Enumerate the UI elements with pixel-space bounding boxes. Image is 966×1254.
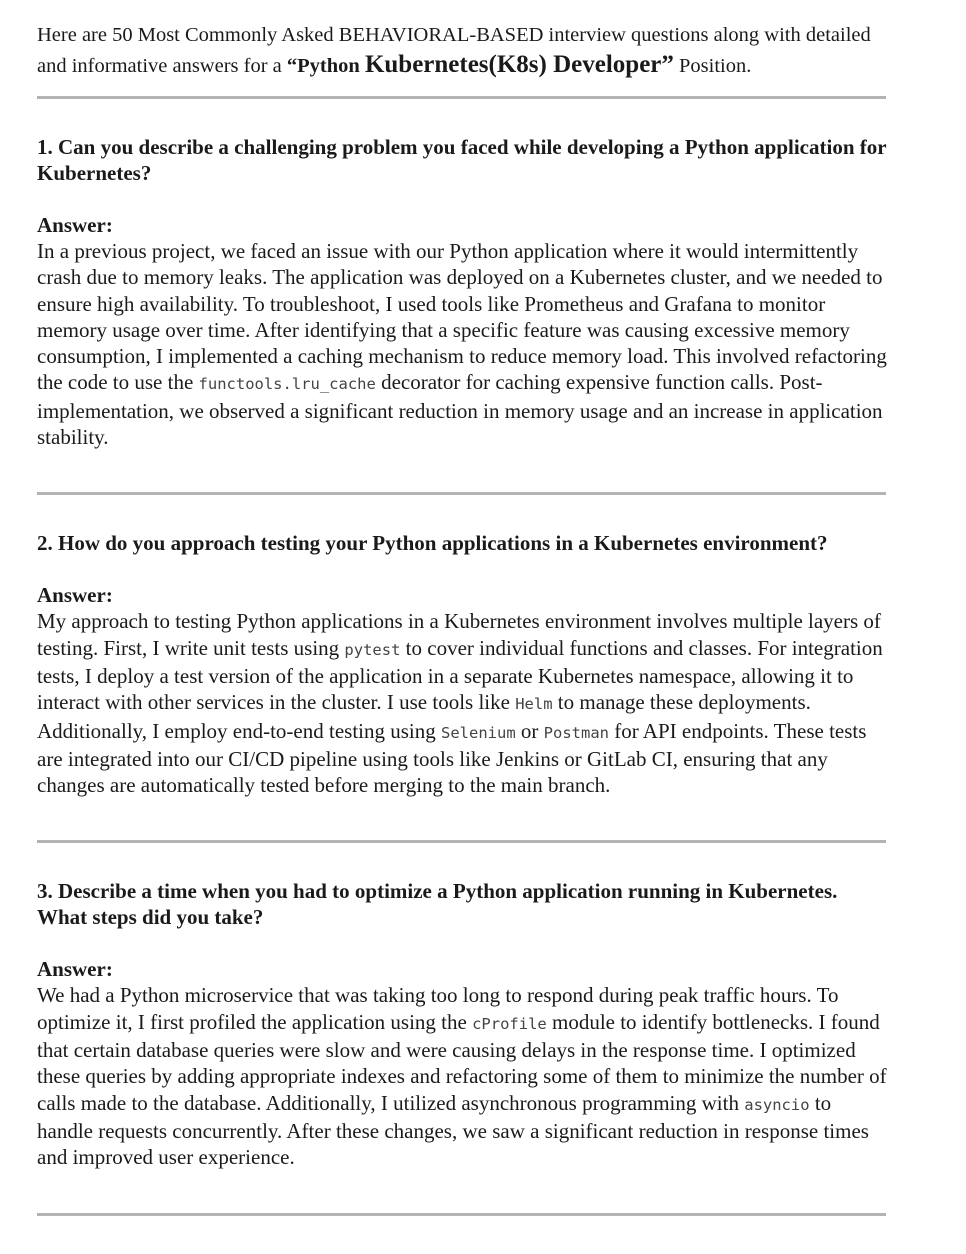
- answer-3-part-c: to handle requests concurrently. After these changes, we saw a significant reduction in response times and improved user experience.: [37, 1090, 869, 1170]
- intro-suffix: Position.: [673, 55, 752, 77]
- question-2: 2. How do you approach testing your Python applications in a Kubernetes environment?: [37, 531, 828, 556]
- answer-3-part-a: We had a Python microservice that was taking too long to respond during peak traffic hours. To optimize it, I first profiled the application using the: [37, 983, 839, 1034]
- code-postman: Postman: [543, 723, 609, 742]
- intro-paragraph: [37, 20, 887, 81]
- divider: [37, 1213, 886, 1216]
- answer-label-1: Answer:: [37, 213, 113, 237]
- answer-2-part-c: to manage these deployments. Additionally, I employ end-to-end testing using: [37, 690, 811, 743]
- answer-text-1: [37, 238, 887, 450]
- answer-3-part-b: module to identify bottlenecks. I found that certain database queries were slow and were causing delays in the response time. I optimized these queries by adding appropriate indexes and refactoring some of them to minimize the number of calls made to the database. Additionally, I utilized asynchronous programming with: [37, 1009, 887, 1115]
- answer-2-part-a: My approach to testing Python applications in a Kubernetes environment involves multiple layers of testing. First, I write unit tests using: [37, 609, 881, 660]
- answer-label-3: Answer:: [37, 957, 113, 982]
- code-asyncio: asyncio: [744, 1095, 810, 1114]
- answer-text-2: [37, 608, 887, 798]
- answer-text-3: [37, 982, 887, 1170]
- code-helm: Helm: [515, 695, 553, 714]
- answer-1-part-b: decorator for caching expensive function calls. Post-implementation, we observed a significant reduction in memory usage and an increase in application stability.: [37, 370, 883, 450]
- divider: [37, 492, 886, 495]
- divider: [37, 96, 886, 99]
- answer-1-part-a: In a previous project, we faced an issue with our Python application where it would intermittently crash due to memory leaks. The application was deployed on a Kubernetes cluster, and we needed to ensure high availability. To troubleshoot, I used tools like Prometheus and Grafana to monitor memory usage over time. After identifying that a specific feature was causing excessive memory consumption, I implemented a caching mechanism to reduce memory load. This involved refactoring the code to use the: [37, 239, 887, 395]
- intro-text: Here are 50 Most Commonly Asked BEHAVIORAL-BASED interview questions along with detailed and informative answers for a: [37, 24, 871, 77]
- intro-role: Kubernetes(K8s) Developer”: [364, 51, 674, 78]
- qa-item-2: [37, 530, 887, 798]
- answer-2-part-d: or: [515, 718, 544, 743]
- question-1: 1. Can you describe a challenging problem you faced while developing a Python application for Kubernetes?: [37, 135, 887, 185]
- code-functools-lru-cache: functools.lru_cache: [198, 375, 376, 394]
- document-page: [37, 0, 887, 1216]
- intro-python: “Python: [286, 55, 365, 77]
- qa-item-3: [37, 878, 887, 1170]
- divider: [37, 840, 886, 843]
- question-3: 3. Describe a time when you had to optimize a Python application running in Kubernetes. What steps did you take?: [37, 879, 838, 930]
- code-cprofile: cProfile: [472, 1014, 547, 1033]
- answer-2-part-b: to cover individual functions and classes. For integration tests, I deploy a test version of the application in a separate Kubernetes namespace, allowing it to interact with other services in the cluster. I use tools like: [37, 635, 883, 715]
- code-pytest: pytest: [344, 640, 401, 659]
- code-selenium: Selenium: [441, 723, 516, 742]
- qa-item-1: [37, 134, 887, 450]
- answer-2-part-e: for API endpoints. These tests are integrated into our CI/CD pipeline using tools like Jenkins or GitLab CI, ensuring that any changes are automatically tested before merging to the main branch.: [37, 718, 867, 798]
- answer-label-2: Answer:: [37, 583, 113, 608]
